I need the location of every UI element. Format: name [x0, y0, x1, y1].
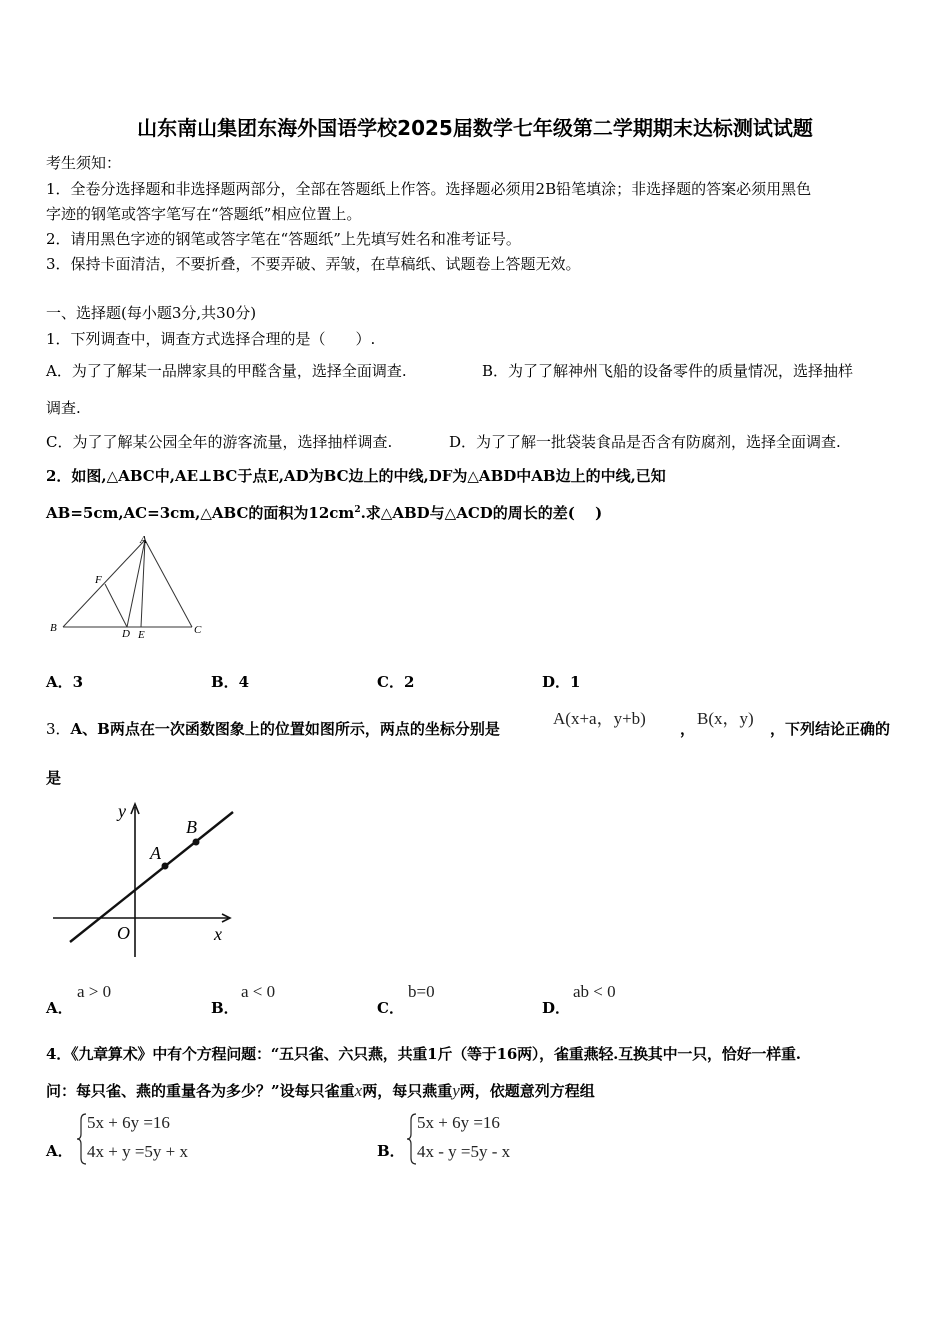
q2-option-b: B．4: [211, 673, 250, 691]
q4-stem-line-2b: 两，每只燕重: [362, 1082, 453, 1100]
q2-label-f: F: [95, 574, 102, 586]
q3-point-b: [193, 839, 200, 846]
page-title: 山东南山集团东海外国语学校2025届数学七年级第二学期期末达标测试试题: [137, 116, 813, 140]
q4-var-x: x: [354, 1081, 363, 1100]
q1-stem: 1．下列调查中，调查方式选择合理的是（ ）.: [46, 330, 376, 348]
q2-segment-df: [105, 584, 127, 627]
notice-item-1-line-2: 字迹的钢笔或答字笔写在“答题纸”相应位置上。: [46, 205, 362, 223]
q2-label-e: E: [138, 629, 145, 641]
q3-label-y: y: [118, 801, 126, 821]
q4-option-b-label: B．: [377, 1142, 405, 1160]
q3-option-a-label: A．: [46, 999, 73, 1017]
q2-stem-line-2a: AB=5cm,AC=3cm,△ABC的面积为12cm: [46, 504, 355, 522]
q3-label-origin: O: [117, 923, 130, 943]
q4-option-a-equation-2: 4x + y =5y + x: [87, 1142, 189, 1161]
q2-stem-line-1: 2．如图,△ABC中,AE⊥BC于点E,AD为BC边上的中线,DF为△ABD中AB边上的中线,已知: [46, 467, 666, 485]
q3-stem-prefix: 3．: [46, 720, 71, 738]
q2-segment-ac: [145, 540, 192, 627]
q3-option-b-expr: a < 0: [241, 982, 276, 1001]
q3-separator: ，: [680, 720, 696, 738]
q4-stem-line-2a: 问：每只雀、燕的重量各为多少？”设每只雀重: [46, 1082, 355, 1100]
q3-stem-main: A、B两点在一次函数图象上的位置如图所示，两点的坐标分别是: [70, 720, 500, 738]
q2-triangle-figure: [45, 532, 215, 644]
q3-line-graph: [48, 797, 243, 957]
q4-stem-line-2c: 两，依题意列方程组: [459, 1082, 595, 1100]
q4-option-a-label: A．: [46, 1142, 73, 1160]
q3-option-a-expr: a > 0: [77, 982, 112, 1001]
q3-stem-line-2: 是: [46, 769, 62, 787]
q3-option-d-label: D．: [542, 999, 571, 1017]
q2-stem-superscript: 2: [354, 505, 361, 515]
q4-var-y: y: [452, 1081, 460, 1100]
q4-option-b-equation-1: 5x + 6y =16: [417, 1113, 500, 1132]
q2-option-d: D．1: [542, 673, 581, 691]
q3-stem-line-1: [46, 718, 500, 739]
q3-label-x: x: [214, 924, 222, 944]
q2-segment-ad: [127, 540, 145, 627]
q3-option-c-expr: b=0: [408, 982, 435, 1001]
q1-option-b: B．为了了解神州飞船的设备零件的质量情况，选择抽样: [482, 362, 854, 380]
q2-label-b: B: [50, 622, 57, 634]
q3-option-c-label: C．: [377, 999, 404, 1017]
notice-item-1-line-1: 1．全卷分选择题和非选择题两部分，全部在答题纸上作答。选择题必须用2B铅笔填涂；非选择题的答案必须用黑色: [46, 180, 812, 198]
notice-item-3: 3．保持卡面清洁，不要折叠，不要弄破、弄皱，在草稿纸、试题卷上答题无效。: [46, 255, 581, 273]
q3-coordinate-b: B(x，y): [697, 709, 754, 728]
q4-option-b-equation-2: 4x - y =5y - x: [417, 1142, 511, 1161]
q3-label-b: B: [186, 817, 197, 837]
q1-option-c: C．为了了解某公园全年的游客流量，选择抽样调查.: [46, 433, 393, 451]
q2-segment-ae: [141, 540, 145, 627]
q1-option-a: A．为了了解某一品牌家具的甲醛含量，选择全面调查.: [46, 362, 407, 380]
q2-label-c: C: [194, 624, 202, 636]
q2-segment-ab: [63, 540, 145, 627]
q3-label-a: A: [150, 843, 161, 863]
q2-label-a: A: [140, 534, 147, 546]
notice-item-2: 2．请用黑色字迹的钢笔或答字笔在“答题纸”上先填写姓名和准考证号。: [46, 230, 521, 248]
q1-option-b-continued: 调查.: [46, 399, 81, 417]
q1-option-d: D．为了了解一批袋装食品是否含有防腐剂，选择全面调查.: [449, 433, 841, 451]
q3-option-d-expr: ab < 0: [573, 982, 616, 1001]
q4-stem-line-1: 4．《九章算术》中有个方程问题：“五只雀、六只燕，共重1斤（等于16两），雀重燕轻.互换其中一只，恰好一样重.: [46, 1045, 801, 1063]
q3-function-line: [70, 812, 233, 942]
q4-stem-line-2: [46, 1080, 595, 1101]
q4-option-a-equation-1: 5x + 6y =16: [87, 1113, 170, 1132]
section-heading: 一、选择题(每小题3分,共30分): [46, 304, 257, 322]
q3-option-b-label: B．: [211, 999, 239, 1017]
q2-option-a: A．3: [46, 673, 84, 691]
q3-coordinate-a: A(x+a，y+b): [553, 709, 646, 728]
q3-point-a: [162, 863, 169, 870]
q2-stem-line-2: [46, 502, 602, 523]
notice-heading: 考生须知：: [46, 154, 122, 172]
q3-stem-suffix: ，下列结论正确的: [770, 720, 891, 738]
q2-option-c: C．2: [377, 673, 415, 691]
q2-stem-line-2b: .求△ABD与△ACD的周长的差( ): [360, 504, 603, 522]
q2-label-d: D: [122, 628, 130, 640]
